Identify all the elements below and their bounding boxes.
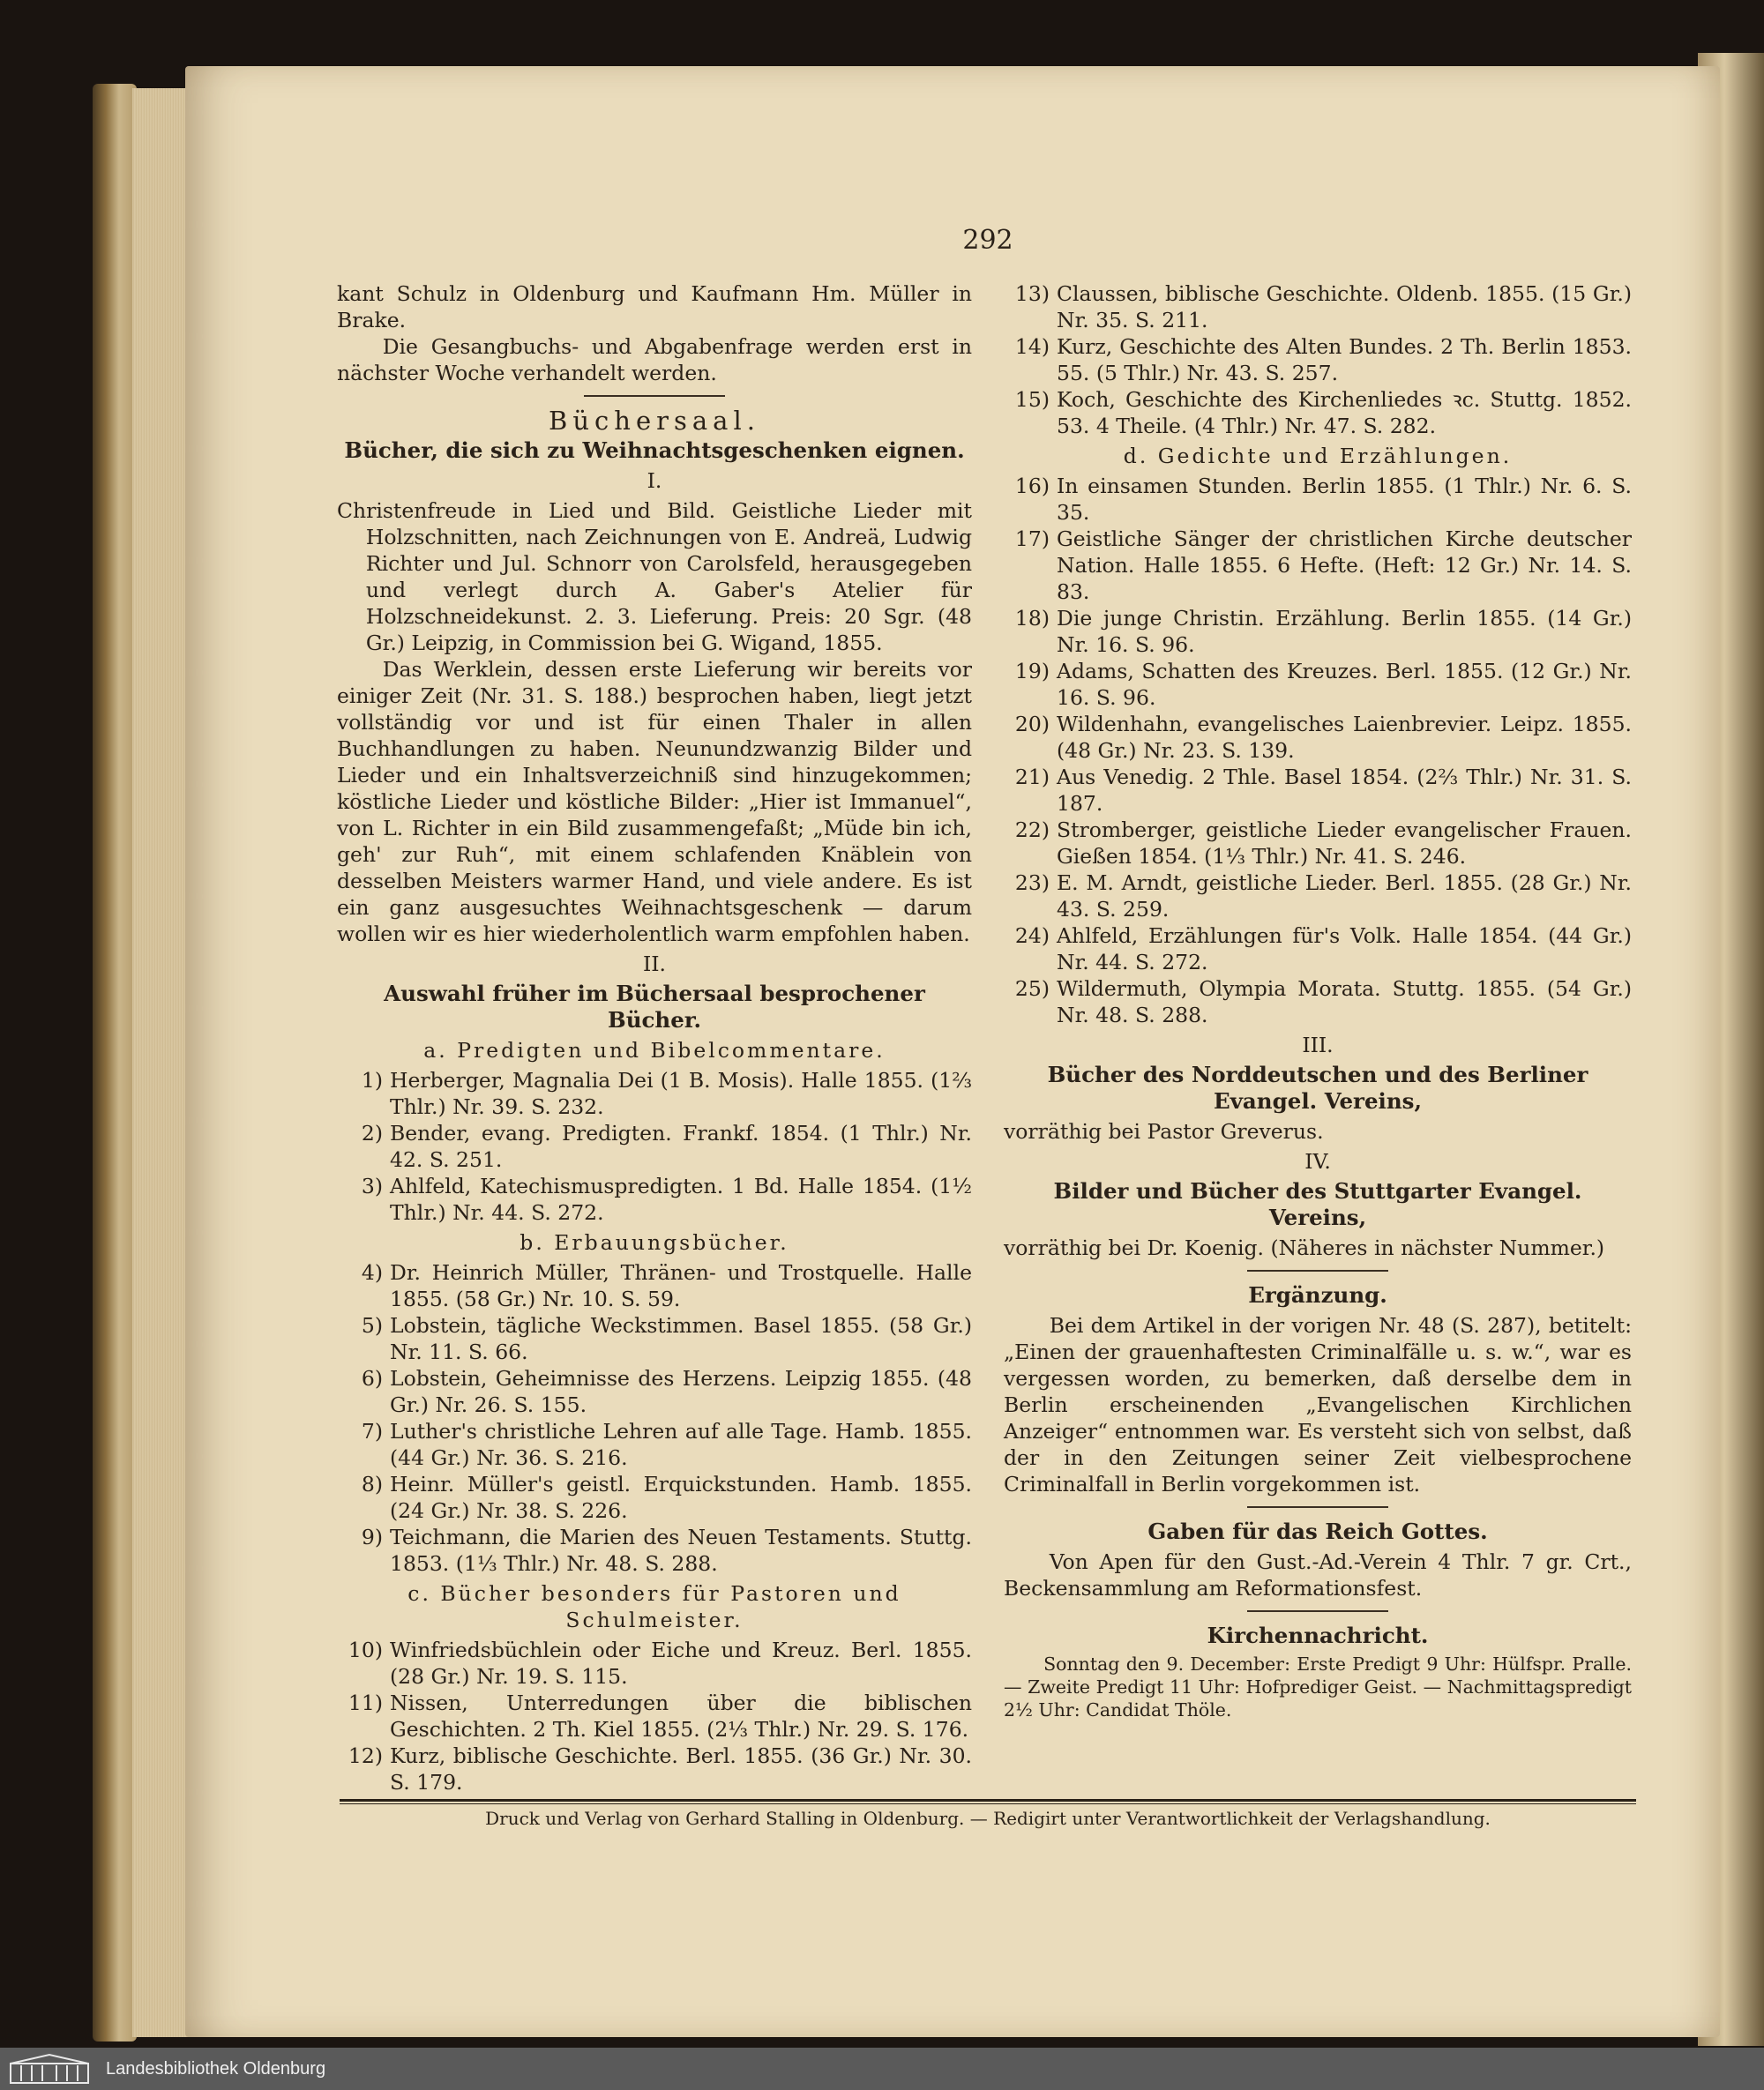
list-item: 18) Die junge Christin. Erzählung. Berlin 1855. (14 Gr.) Nr. 16. S. 96.: [1014, 606, 1632, 657]
part-text: vorräthig bei Pastor Greverus.: [1004, 1119, 1324, 1144]
gaben-text: Von Apen für den Gust.-Ad.-Verein 4 Thlr. 7 gr. Crt., Beckensammlung am Reformationsfest.: [1004, 1549, 1632, 1601]
footer-rule: [340, 1799, 1636, 1802]
intro-line: Die Gesangbuchs- und Abgabenfrage werden erst in nächster Woche verhandelt werden.: [337, 334, 972, 385]
section-subtitle: Bücher, die sich zu Weihnachtsgeschenken eignen.: [344, 437, 965, 463]
list-item: 24) Ahlfeld, Erzählungen für's Volk. Halle 1854. (44 Gr.) Nr. 44. S. 272.: [1014, 923, 1632, 974]
library-bar: [0, 2048, 1764, 2090]
part-title: Bücher des Norddeutschen und des Berliner Evangel. Vereins,: [1047, 1062, 1588, 1114]
list-item: 25) Wildermuth, Olympia Morata. Stuttg. 1855. (54 Gr.) Nr. 48. S. 288.: [1014, 976, 1632, 1027]
list-item: 8) Heinr. Müller's geistl. Erquickstunden. Hamb. 1855. (24 Gr.) Nr. 38. S. 226.: [361, 1472, 972, 1523]
footer-rule: [340, 1803, 1636, 1804]
list-item: 5) Lobstein, tägliche Weckstimmen. Basel 1855. (58 Gr.) Nr. 11. S. 66.: [361, 1313, 972, 1364]
right-column: [1004, 280, 1632, 1721]
list-item: 21) Aus Venedig. 2 Thle. Basel 1854. (2⅔ Thlr.) Nr. 31. S. 187.: [1014, 765, 1632, 816]
category-heading: a. Predigten und Bibelcommentare.: [423, 1038, 886, 1063]
book-entry: Christenfreude in Lied und Bild. Geistliche Lieder mit Holzschnitten, nach Zeichnungen von E. Andreä, Ludwig Richter und Jul. Schnorr von Carolsfeld, herausgegeben und verlegt durch A. Gaber's Atelier für Holzschneidekunst. 2. 3. Lieferung. Preis: 20 Sgr. (48 Gr.) Leipzig, in Commission bei G. Wigand, 1855.: [337, 498, 972, 655]
list-item: 9) Teichmann, die Marien des Neuen Testaments. Stuttg. 1853. (1⅓ Thlr.) Nr. 48. S. 288.: [361, 1525, 972, 1576]
part-number: I.: [647, 468, 662, 493]
list-item: 6) Lobstein, Geheimnisse des Herzens. Leipzig 1855. (48 Gr.) Nr. 26. S. 155.: [361, 1366, 972, 1417]
list-item: 13) Claussen, biblische Geschichte. Oldenb. 1855. (15 Gr.) Nr. 35. S. 211.: [1014, 281, 1632, 332]
list-item: 4) Dr. Heinrich Müller, Thränen- und Trostquelle. Halle 1855. (58 Gr.) Nr. 10. S. 59.: [361, 1260, 972, 1311]
library-building-icon: [9, 2053, 90, 2085]
list-item: 11) Nissen, Unterredungen über die biblischen Geschichten. 2 Th. Kiel 1855. (2⅓ Thlr.) Nr. 29. S. 176.: [348, 1691, 972, 1742]
divider: [1247, 1506, 1388, 1508]
list-item: 12) Kurz, biblische Geschichte. Berl. 1855. (36 Gr.) Nr. 30. S. 179.: [348, 1743, 972, 1795]
list-item: 17) Geistliche Sänger der christlichen Kirche deutscher Nation. Halle 1855. 6 Hefte. (Heft: 12 Gr.) Nr. 14. S. 83.: [1014, 526, 1632, 604]
list-item: 1) Herberger, Magnalia Dei (1 B. Mosis). Halle 1855. (1⅔ Thlr.) Nr. 39. S. 232.: [361, 1068, 972, 1119]
imprint: Druck und Verlag von Gerhard Stalling in Oldenburg. — Redigirt unter Verantwortlichkeit der Verlagshandlung.: [485, 1808, 1491, 1829]
section-title: Büchersaal.: [549, 406, 760, 436]
intro-line: kant Schulz in Oldenburg und Kaufmann Hm. Müller in Brake.: [337, 281, 972, 332]
list-item: 23) E. M. Arndt, geistliche Lieder. Berl. 1855. (28 Gr.) Nr. 43. S. 259.: [1014, 870, 1632, 922]
list-item: 22) Stromberger, geistliche Lieder evangelischer Frauen. Gießen 1854. (1⅓ Thlr.) Nr. 41. S. 246.: [1014, 817, 1632, 869]
erganzung-title: Ergänzung.: [1248, 1282, 1387, 1308]
page-number: 292: [962, 225, 1013, 256]
part-text: vorräthig bei Dr. Koenig. (Näheres in nächster Nummer.): [1004, 1235, 1605, 1260]
erganzung-text: Bei dem Artikel in der vorigen Nr. 48 (S. 287), betitelt: „Einen der grauenhaftesten Criminalfälle u. s. w.“, war es vergessen worden, zu bemerken, daß derselbe dem in Berlin erscheinenden „Evangelischen Kirchlichen Anzeiger“ entnommen war. Es versteht sich von selbst, daß der in den Zeitungen seiner Zeit vielbesprochene Criminalfall in Berlin vorgekommen ist.: [1004, 1313, 1632, 1497]
review-text: Das Werklein, dessen erste Lieferung wir bereits vor einiger Zeit (Nr. 31. S. 188.) besprochen haben, liegt jetzt vollständig vor und ist für einen Thaler in allen Buchhandlungen zu haben. Neunundzwanzig Bilder und Lieder und ein Inhaltsverzeichniß sind hinzugekommen; köstliche Lieder und köstliche Bilder: „Hier ist Immanuel“, von L. Richter in ein Bild zusammengefaßt; „Müde bin ich, geh' zur Ruh“, mit einem schlafenden Knäblein von desselben Meisters warmer Hand, und viele andere. Es ist ein ganz ausgesuchtes Weihnachtsgeschenk — darum wollen wir es hier wiederholentlich warm empfohlen haben.: [337, 657, 972, 946]
book-binding: [93, 84, 137, 2041]
list-item: 15) Koch, Geschichte des Kirchenliedes ꝛc. Stuttg. 1852. 53. 4 Theile. (4 Thlr.) Nr. 47. S. 282.: [1014, 387, 1632, 438]
list-item: 14) Kurz, Geschichte des Alten Bundes. 2 Th. Berlin 1853. 55. (5 Thlr.) Nr. 43. S. 257.: [1014, 334, 1632, 385]
library-name: Landesbibliothek Oldenburg: [106, 2058, 326, 2079]
part-number: IV.: [1304, 1149, 1331, 1174]
left-column: [337, 280, 972, 1795]
part-number: III.: [1302, 1033, 1334, 1057]
kirchennachricht-title: Kirchennachricht.: [1207, 1623, 1429, 1648]
category-heading: c. Bücher besonders für Pastoren und Schulmeister.: [407, 1581, 901, 1632]
part-number: II.: [642, 952, 667, 976]
gaben-title: Gaben für das Reich Gottes.: [1147, 1519, 1488, 1544]
list-item: 10) Winfriedsbüchlein oder Eiche und Kreuz. Berl. 1855. (28 Gr.) Nr. 19. S. 115.: [348, 1638, 972, 1689]
divider: [1247, 1270, 1388, 1272]
divider: [584, 395, 725, 397]
list-item: 16) In einsamen Stunden. Berlin 1855. (1 Thlr.) Nr. 6. S. 35.: [1014, 474, 1632, 525]
category-heading: b. Erbauungsbücher.: [519, 1230, 789, 1255]
list-item: 3) Ahlfeld, Katechismuspredigten. 1 Bd. Halle 1854. (1½ Thlr.) Nr. 44. S. 272.: [361, 1174, 972, 1225]
category-heading: d. Gedichte und Erzählungen.: [1123, 444, 1513, 468]
list-item: 7) Luther's christliche Lehren auf alle Tage. Hamb. 1855. (44 Gr.) Nr. 36. S. 216.: [361, 1419, 972, 1470]
part-title: Bilder und Bücher des Stuttgarter Evangel. Vereins,: [1053, 1178, 1582, 1230]
part-title: Auswahl früher im Büchersaal besprochener Bücher.: [384, 981, 925, 1033]
divider: [1247, 1610, 1388, 1612]
list-item: 20) Wildenhahn, evangelisches Laienbrevier. Leipz. 1855. (48 Gr.) Nr. 23. S. 139.: [1014, 712, 1632, 763]
kirchennachricht-text: Sonntag den 9. December: Erste Predigt 9 Uhr: Hülfspr. Pralle. — Zweite Predigt 11 Uhr: Hofprediger Geist. — Nachmittagspredigt 2½ Uhr: Candidat Thöle.: [1004, 1653, 1632, 1721]
list-item: 2) Bender, evang. Predigten. Frankf. 1854. (1 Thlr.) Nr. 42. S. 251.: [361, 1121, 972, 1172]
list-item: 19) Adams, Schatten des Kreuzes. Berl. 1855. (12 Gr.) Nr. 16. S. 96.: [1014, 659, 1632, 710]
